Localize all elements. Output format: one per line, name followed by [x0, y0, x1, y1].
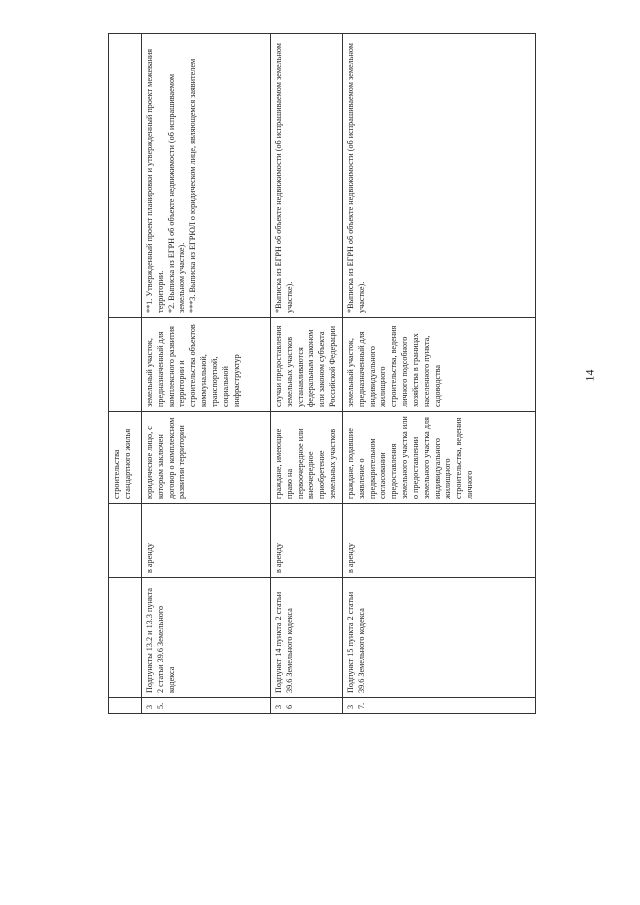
table-row-37 [342, 34, 535, 714]
cell-who: юридическое лицо, с которым заключен договор о комплексном развитии территории [142, 412, 271, 504]
table-row-35 [142, 34, 271, 714]
cell-docs [271, 34, 343, 318]
cell-num: 36 [271, 698, 343, 714]
cell-plot: случаи предоставления земельных участков устанавливаются федеральным законом или законом субъекта Российской Федерации [271, 318, 343, 412]
doc-line: *2. Выписка из ЕГРН об объекте недвижимости (об испрашиваемом земельном участке). [166, 73, 187, 313]
cell-type: в аренду [342, 504, 535, 578]
cell-num: 35. [142, 698, 271, 714]
cell-basis [109, 578, 142, 698]
cell-docs [342, 34, 535, 318]
cell-basis: Подпункт 15 пункта 2 статьи 39.6 Земельного кодекса [342, 578, 535, 698]
cell-plot [109, 318, 142, 412]
doc-line: ***3. Выписка из ЕГРЮЛ о юридическом лице, являющемся заявителем [188, 58, 198, 313]
cell-basis: Подпункт 14 пункта 2 статьи 39.6 Земельного кодекса [271, 578, 343, 698]
cell-basis: Подпункты 13.2 и 13.3 пункта 2 статьи 39.6 Земельного кодекса [142, 578, 271, 698]
table-row-36 [271, 34, 343, 714]
land-plot-table [108, 33, 536, 714]
cell-plot: земельный участок, предназначенный для индивидуального жилищного строительства, ведения личного подсобного хозяйства в границах населенного пункта, садоводства [342, 318, 535, 412]
cell-docs [109, 34, 142, 318]
cell-type: в аренду [142, 504, 271, 578]
doc-line: *Выписка из ЕГРН об объекте недвижимости (об испрашиваемом земельном участке). [274, 43, 294, 313]
cell-who: строительства стандартного жилья [109, 412, 142, 504]
cell-type [109, 504, 142, 578]
doc-line: *Выписка из ЕГРН об объекте недвижимости (об испрашиваемом земельном участке). [345, 43, 366, 313]
cell-num: 37. [342, 698, 535, 714]
cell-who: граждане, подавшие заявление о предварительном согласовании предоставления земельного участка или о предоставлении земельного участка для индивидуального жилищного строительства, ведения личного [342, 412, 535, 504]
doc-line: **1. Утвержденный проект планировки и утвержденный проект межевания территории. [145, 48, 165, 313]
cell-who: граждане, имеющие право на первоочередное или внеочередное приобретение земельных участков [271, 412, 343, 504]
rotated-table-container [108, 34, 536, 714]
cell-type: в аренду [271, 504, 343, 578]
cell-plot: земельный участок, предназначенный для комплексного развития территории и строительства объектов коммунальной, транспортной, социальной инфраструктур [142, 318, 271, 412]
cell-docs [142, 34, 271, 318]
table-row-continuation [109, 34, 142, 714]
page-number: 14 [582, 369, 597, 382]
cell-num [109, 698, 142, 714]
